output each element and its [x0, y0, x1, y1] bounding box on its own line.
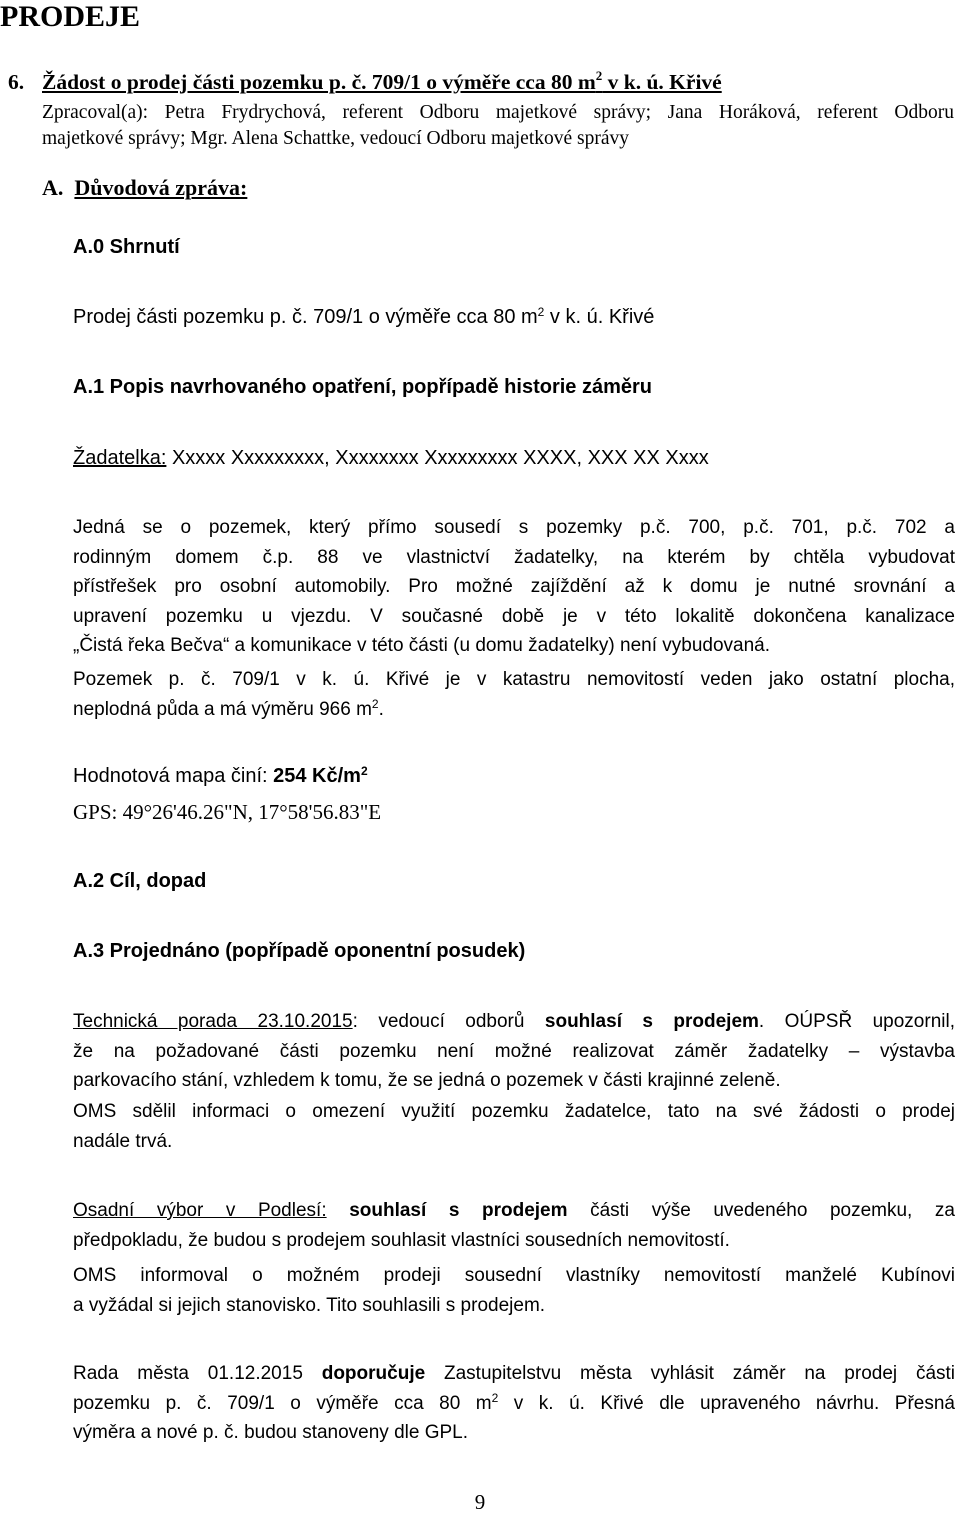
a0-summary-sup: 2 [537, 305, 545, 319]
a1-p2-line: Pozemek p. č. 709/1 v k. ú. Křivé je v katastru nemovitostí veden jako ostatní plocha, [73, 669, 955, 690]
a3-p2-line: OMS sdělil informaci o omezení využití pozemku žadatelce, tato na své žádosti o prodej [73, 1101, 955, 1122]
authors [42, 100, 954, 152]
applicant-value: Xxxxx Xxxxxxxxx, Xxxxxxxx Xxxxxxxxx XXXX, XXX XX Xxxx [166, 447, 709, 469]
page-title: PRODEJE [0, 0, 141, 33]
a3-paragraph-4 [73, 1261, 955, 1320]
a3-paragraph-5 [73, 1359, 955, 1448]
a1-paragraph-1 [73, 513, 955, 661]
section-a-title: Důvodová zpráva: [74, 175, 248, 200]
a3-paragraph-2 [73, 1097, 955, 1156]
a3-p5-text: Rada města 01.12.2015 [73, 1363, 322, 1384]
value-map-sup: 2 [360, 764, 368, 778]
a1-p2-sup: 2 [371, 696, 379, 711]
a0-summary-suffix: v k. ú. Křivé [544, 306, 655, 328]
technical-meeting-label: Technická porada 23.10.2015 [73, 1011, 353, 1032]
page-number: 9 [474, 1490, 486, 1514]
a1-heading-text: A.1 Popis navrhovaného opatření, popřípadě historie záměru [73, 376, 653, 398]
a3-p5-suffix: Zastupitelstvu města vyhlásit záměr na prodej části [425, 1363, 956, 1384]
a0-summary [73, 306, 654, 329]
a3-p5-sup: 2 [491, 1390, 499, 1405]
a3-p5-bold: doporučuje [321, 1363, 426, 1384]
a3-p3-line [73, 1196, 955, 1226]
section-a-heading [42, 175, 247, 201]
a3-p1-line: že na požadované části pozemku není možné realizovat záměr žadatelky – výstavba [73, 1040, 955, 1062]
a3-heading [73, 940, 525, 963]
a0-heading-text: A.0 Shrnutí [73, 236, 180, 258]
value-map-number: 254 Kč/m [273, 765, 361, 787]
a3-p1-bold: souhlasí s prodejem [544, 1011, 759, 1032]
item-number: 6. [8, 70, 25, 94]
a3-p5-line [73, 1389, 955, 1419]
a1-p1-line: „Čistá řeka Bečva“ a komunikace v této části (u domu žadatelky) není vybudovaná. [73, 635, 771, 656]
authors-line-1: Zpracoval(a): Petra Frydrychová, referent Odboru majetkové správy; Jana Horáková, referent Odboru [42, 102, 954, 123]
a3-p5-suffix: v k. ú. Křivé dle upraveného návrhu. Přesná [498, 1392, 955, 1414]
a1-p1-line: upravení pozemku u vjezdu. V současné době je v této lokalitě dokončena kanalizace [73, 605, 955, 627]
settlement-committee-label: Osadní výbor v Podlesí: [73, 1200, 327, 1221]
value-map-label: Hodnotová mapa činí: [73, 765, 274, 787]
a2-heading [73, 870, 206, 893]
a3-p5-line [73, 1359, 955, 1389]
a3-p2-line: nadále trvá. [73, 1130, 173, 1152]
gps-coordinates: GPS: 49°26'46.26"N, 17°58'56.83"E [73, 800, 382, 824]
a3-p1-text: : vedoucí odborů [352, 1011, 545, 1032]
a3-p4-line: OMS informoval o možném prodeji sousední vlastníky nemovitostí manželé Kubínovi [73, 1265, 955, 1286]
item-title-suffix: v k. ú. Křivé [602, 70, 722, 94]
a3-p1-line: parkovacího stání, vzhledem k tomu, že se jedná o pozemek v části krajinné zeleně. [73, 1070, 781, 1091]
a1-heading [73, 376, 652, 399]
a1-p1-line: Jedná se o pozemek, který přímo sousedí s pozemky p.č. 700, p.č. 701, p.č. 702 a [73, 517, 955, 538]
a3-p4-line: a vyžádal si jejich stanovisko. Tito souhlasili s prodejem. [73, 1294, 546, 1316]
gps-line [73, 800, 381, 825]
a3-heading-text: A.3 Projednáno (popřípadě oponentní posudek) [73, 940, 526, 962]
value-map-line [73, 765, 368, 788]
applicant-line [73, 447, 709, 470]
a1-paragraph-2 [73, 665, 955, 724]
item-title [42, 70, 722, 94]
a3-p5-text: pozemku p. č. 709/1 o výměře cca 80 m [73, 1392, 492, 1414]
item-title-text: Žádost o prodej části pozemku p. č. 709/1 o výměře cca 80 m [42, 70, 596, 94]
a1-p1-line: přístřešek pro osobní automobily. Pro možné zajíždění až k domu je nutné srovnání a [73, 576, 955, 597]
a0-heading [73, 236, 180, 259]
a1-p2-text: neplodná půda a má výměru 966 m [73, 698, 372, 720]
item-title-sup: 2 [595, 68, 603, 83]
a1-p2-suffix: . [378, 698, 384, 720]
a3-paragraph-3 [73, 1196, 955, 1255]
a3-p5-line: výměra a nové p. č. budou stanoveny dle GPL. [73, 1422, 469, 1443]
a2-heading-text: A.2 Cíl, dopad [73, 870, 207, 892]
value-map-value [273, 765, 368, 787]
a3-p3-bold: souhlasí s prodejem [349, 1200, 568, 1221]
a3-p1-suffix: . OÚPSŘ upozornil, [758, 1011, 955, 1032]
a1-p2-line [73, 695, 955, 725]
a3-p3-line: předpokladu, že budou s prodejem souhlasit vlastníci sousedních nemovitostí. [73, 1229, 730, 1251]
authors-line-2: majetkové správy; Mgr. Alena Schattke, vedoucí Odboru majetkové správy [42, 128, 630, 149]
a0-summary-text: Prodej části pozemku p. č. 709/1 o výměře cca 80 m [73, 306, 538, 328]
item-heading [8, 70, 722, 95]
applicant-label: Žadatelka: [73, 447, 167, 469]
a1-p1-line: rodinným domem č.p. 88 ve vlastnictví žadatelky, na kterém by chtěla vybudovat [73, 546, 955, 568]
section-a-prefix: A. [42, 175, 64, 200]
a3-p3-suffix: části výše uvedeného pozemku, za [567, 1200, 955, 1221]
a3-p1-line [73, 1007, 955, 1037]
a3-paragraph-1 [73, 1007, 955, 1096]
